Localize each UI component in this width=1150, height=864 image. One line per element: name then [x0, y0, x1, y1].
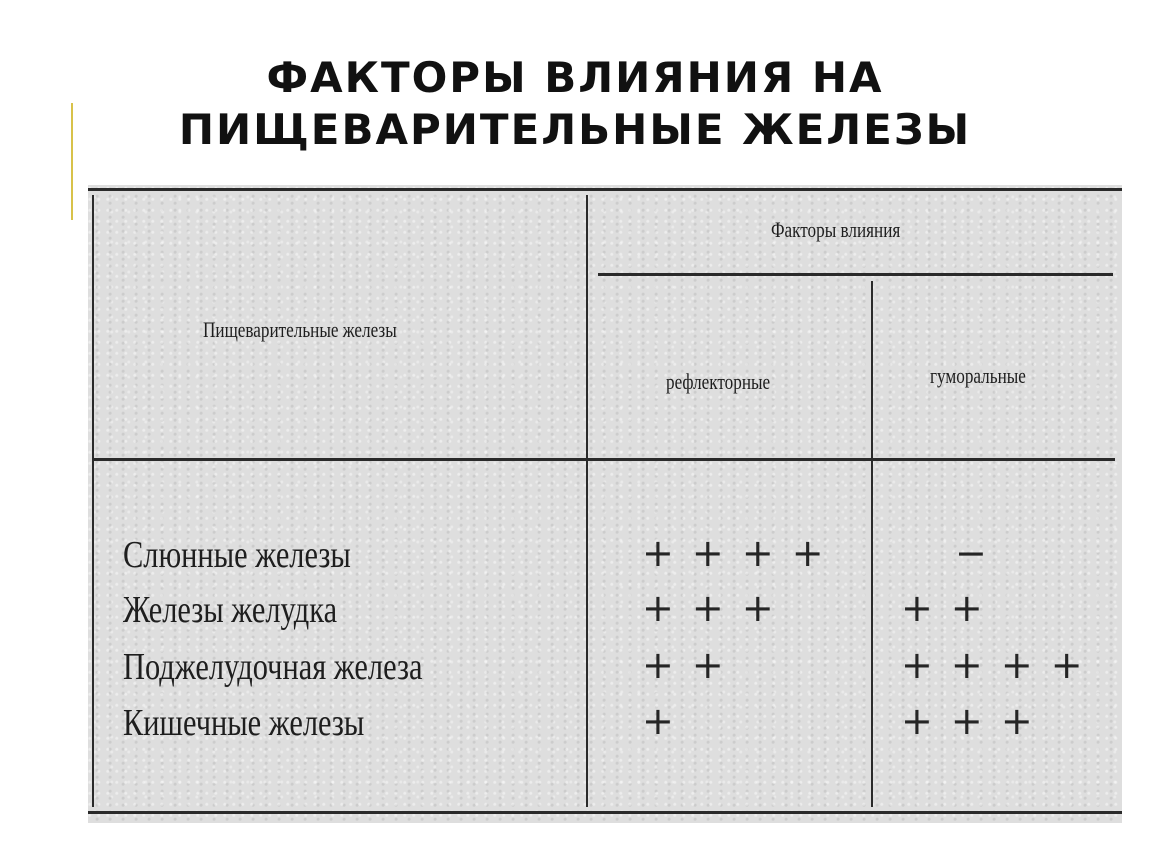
- row-label: Поджелудочная железа: [123, 646, 423, 688]
- header-glands: Пищеварительные железы: [203, 317, 397, 342]
- accent-bar: [71, 103, 73, 220]
- header-factors: Факторы влияния: [771, 217, 901, 242]
- table-bottom-rule: [88, 811, 1122, 814]
- row-label: Кишечные железы: [123, 702, 365, 744]
- reflex-mark: + + + +: [642, 531, 824, 575]
- factors-rule: [598, 273, 1113, 276]
- header-reflex: рефлекторные: [666, 369, 771, 394]
- title-line-2: ПИЩЕВАРИТЕЛЬНЫЕ ЖЕЛЕЗЫ: [178, 105, 972, 154]
- humoral-mark: + +: [901, 586, 983, 630]
- title-line-1: ФАКТОРЫ ВЛИЯНИЯ НА: [266, 53, 884, 102]
- row-label: Железы желудка: [123, 589, 338, 631]
- scanned-table: [88, 185, 1122, 823]
- reflex-humoral-rule: [871, 281, 873, 807]
- glands-column-rule: [586, 195, 588, 807]
- header-humoral: гуморальные: [930, 363, 1026, 388]
- humoral-mark: + + + +: [901, 643, 1083, 687]
- humoral-mark: + + +: [901, 699, 1033, 743]
- reflex-mark: +: [642, 699, 674, 743]
- left-rule: [92, 195, 94, 807]
- reflex-mark: + +: [642, 643, 724, 687]
- slide-title: [150, 52, 1000, 156]
- row-label: Слюнные железы: [123, 534, 351, 576]
- reflex-mark: + + +: [642, 586, 774, 630]
- header-bottom-rule: [93, 458, 1115, 461]
- humoral-mark: −: [955, 531, 987, 575]
- table-top-rule: [88, 188, 1122, 191]
